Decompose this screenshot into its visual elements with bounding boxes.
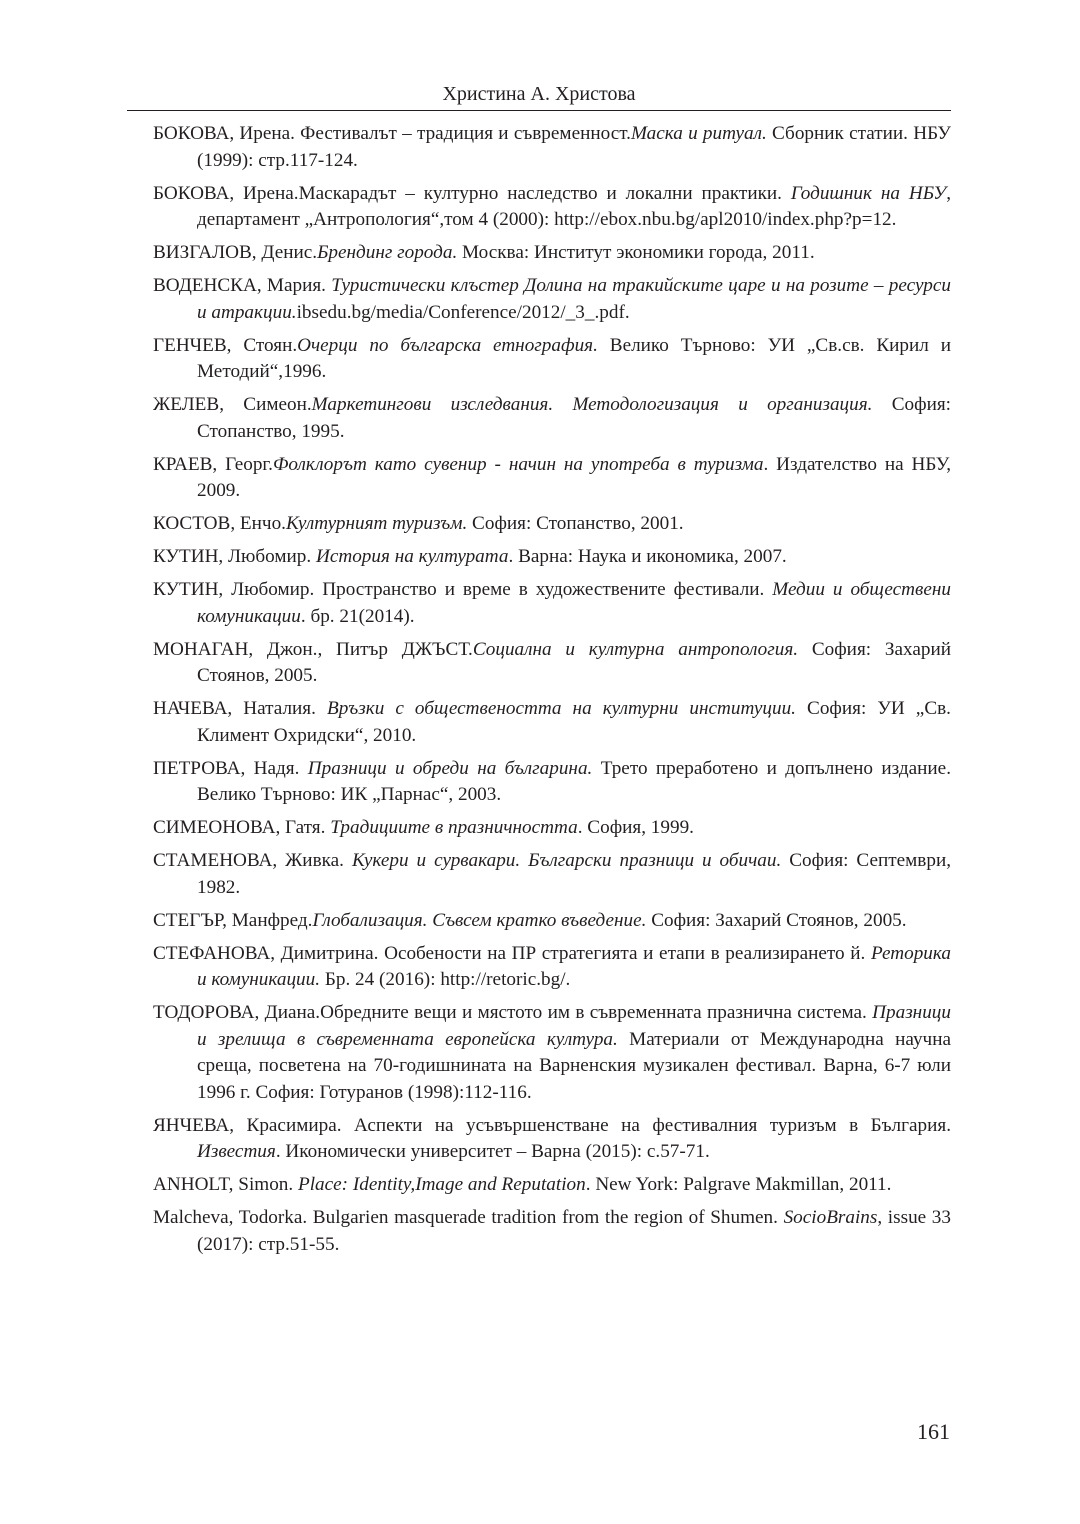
reference-text: . Издателство на НБУ, 2009. — [197, 453, 951, 501]
reference-text: . София, 1999. — [577, 817, 694, 838]
reference-title: Туристически клъстер Долина на тракийските царе и на розите – ресурси и атракции. — [197, 275, 951, 323]
reference-entry — [153, 756, 951, 809]
reference-entry — [153, 511, 951, 538]
reference-entry — [153, 273, 951, 326]
reference-text: , департамент „Антропология“,том 4 (2000): http://ebox.nbu.bg/apl2010/index.php?p=12. — [197, 182, 951, 230]
reference-entry — [153, 121, 951, 174]
reference-title: SocioBrains — [783, 1207, 878, 1228]
reference-text: СТЕФАНОВА, Димитрина. Особености на ПР стратегията и етапи в реализирането й. — [153, 942, 871, 964]
reference-text: КРАЕВ, Георг. — [153, 453, 273, 475]
reference-entry — [153, 848, 951, 901]
reference-text: ЖЕЛЕВ, Симеон. — [153, 394, 312, 415]
reference-text: Трето преработено и допълнено издание. Велико Търново: ИК „Парнас“, 2003. — [197, 757, 951, 805]
reference-text: . New York: Palgrave Makmillan, 2011. — [585, 1174, 892, 1195]
reference-text: София: Стопанство, 2001. — [467, 513, 684, 534]
reference-text: Malcheva, Todorka. Bulgarien masquerade tradition from the region of Shumen. — [153, 1207, 784, 1228]
reference-text: ЯНЧЕВА, Красимира. Аспекти на усъвършенстване на фестивалния туризъм в България. — [153, 1114, 951, 1136]
reference-text: ВИЗГАЛОВ, Денис. — [153, 242, 318, 263]
reference-title: Празници и зрелища в съвременната европейска култура. — [197, 1002, 951, 1050]
reference-text: . бр. 21(2014). — [300, 605, 415, 627]
reference-text: НАЧЕВА, Наталия. — [153, 698, 327, 719]
reference-text: Бр. 24 (2016): http://retoric.bg/. — [320, 969, 571, 990]
reference-title: Фолклорът като сувенир - начин на употреба в туризма — [272, 453, 764, 475]
reference-text: МОНАГАН, Джон., Питър ДЖЪСТ. — [153, 638, 473, 660]
reference-entry — [153, 1113, 951, 1166]
reference-list — [153, 121, 951, 1265]
reference-title: Връзки с обществеността на културни институции. — [326, 698, 796, 719]
reference-entry — [153, 1205, 951, 1258]
reference-text: София: Стопанство, 1995. — [197, 394, 951, 442]
reference-text: КУТИН, Любомир. — [153, 546, 316, 567]
reference-entry — [153, 696, 951, 749]
reference-entry — [153, 392, 951, 445]
reference-text: СИМЕОНОВА, Гатя. — [153, 817, 331, 838]
reference-entry — [153, 181, 951, 234]
reference-entry — [153, 240, 951, 267]
reference-entry — [153, 1172, 951, 1199]
reference-text: КУТИН, Любомир. Пространство и време в художествените фестивали. — [153, 579, 773, 600]
reference-title: История на културата — [315, 546, 509, 567]
reference-text: . Варна: Наука и икономика, 2007. — [508, 546, 787, 567]
reference-text: Москва: Институт экономики города, 2011. — [457, 242, 815, 263]
running-header: Христина А. Христова — [442, 83, 636, 105]
reference-title: Брендинг города. — [317, 242, 458, 263]
reference-text: , issue 33 (2017): стр.51-55. — [197, 1207, 951, 1255]
reference-title: Очерци по българска етнография. — [297, 334, 598, 356]
reference-text: Велико Търново: УИ „Св.св. Кирил и Методий“,1996. — [197, 334, 951, 382]
reference-text: СТАМЕНОВА, Живка. — [153, 850, 352, 871]
reference-text: . Икономически университет – Варна (2015): с.57-71. — [275, 1141, 710, 1162]
reference-text: ПЕТРОВА, Надя. — [153, 757, 308, 779]
reference-text: София: УИ „Св. Климент Охридски“, 2010. — [197, 698, 951, 746]
reference-text: Сборник статии. НБУ (1999): стр.117-124. — [197, 123, 951, 171]
reference-entry — [153, 333, 951, 386]
reference-title: Реторика и комуникации. — [197, 942, 951, 990]
reference-entry — [153, 637, 951, 690]
reference-entry — [153, 544, 951, 571]
reference-title: Културният туризъм. — [285, 513, 468, 534]
reference-entry — [153, 941, 951, 994]
reference-text: Материали от Международна научна среща, посветена на 70-годишнината на Варненския музикален фестивал. Варна, 6-7 юли 1996 г. София: Готуранов (1998):112-116. — [197, 1028, 951, 1103]
reference-text: БОКОВА, Ирена. Фестивалът – традиция и съвременност. — [153, 123, 631, 144]
reference-entry — [153, 452, 951, 505]
reference-title: Празници и обреди на българина. — [307, 757, 593, 779]
reference-text: ТОДОРОВА, Диана.Обредните вещи и мястото им в съвременната празнична система. — [153, 1002, 873, 1023]
reference-title: Традициите в празничността — [330, 817, 578, 838]
reference-title: Медии и обществени комуникации — [197, 579, 951, 627]
reference-text: ГЕНЧЕВ, Стоян. — [153, 334, 298, 356]
reference-entry — [153, 908, 951, 935]
reference-title: Кукери и сурвакари. Български празници и обичаи. — [351, 850, 782, 871]
reference-title: Маска и ритуал. — [630, 123, 767, 144]
header-rule — [127, 110, 951, 111]
reference-title: Глобализация. Съвсем кратко въведение. — [312, 909, 647, 931]
reference-title: Социална и културна антропология. — [472, 638, 799, 660]
page-number: 161 — [917, 1419, 950, 1444]
reference-text: София: Септември, 1982. — [197, 850, 952, 898]
reference-text: София: Захарий Стоянов, 2005. — [646, 909, 907, 931]
reference-text: ibsedu.bg/media/Conference/2012/_3_.pdf. — [296, 301, 630, 323]
reference-title: Маркетингови изследвания. Методологизация и организация. — [311, 394, 873, 415]
reference-text: СТЕГЪР, Манфред. — [153, 909, 313, 931]
reference-title: Известия — [197, 1141, 276, 1162]
reference-title: Place: Identity,Image and Reputation — [297, 1174, 586, 1195]
reference-text: КОСТОВ, Енчо. — [153, 513, 286, 534]
reference-text: БОКОВА, Ирена.Маскарадът – културно наследство и локални практики. — [153, 182, 791, 204]
reference-text: ВОДЕНСКА, Мария. — [153, 275, 332, 296]
reference-entry — [153, 815, 951, 842]
reference-text: ANHOLT, Simon. — [153, 1174, 298, 1195]
reference-text: София: Захарий Стоянов, 2005. — [197, 638, 951, 686]
reference-title: Годишник на НБУ — [790, 182, 947, 204]
reference-entry — [153, 1000, 951, 1106]
reference-entry — [153, 577, 951, 630]
